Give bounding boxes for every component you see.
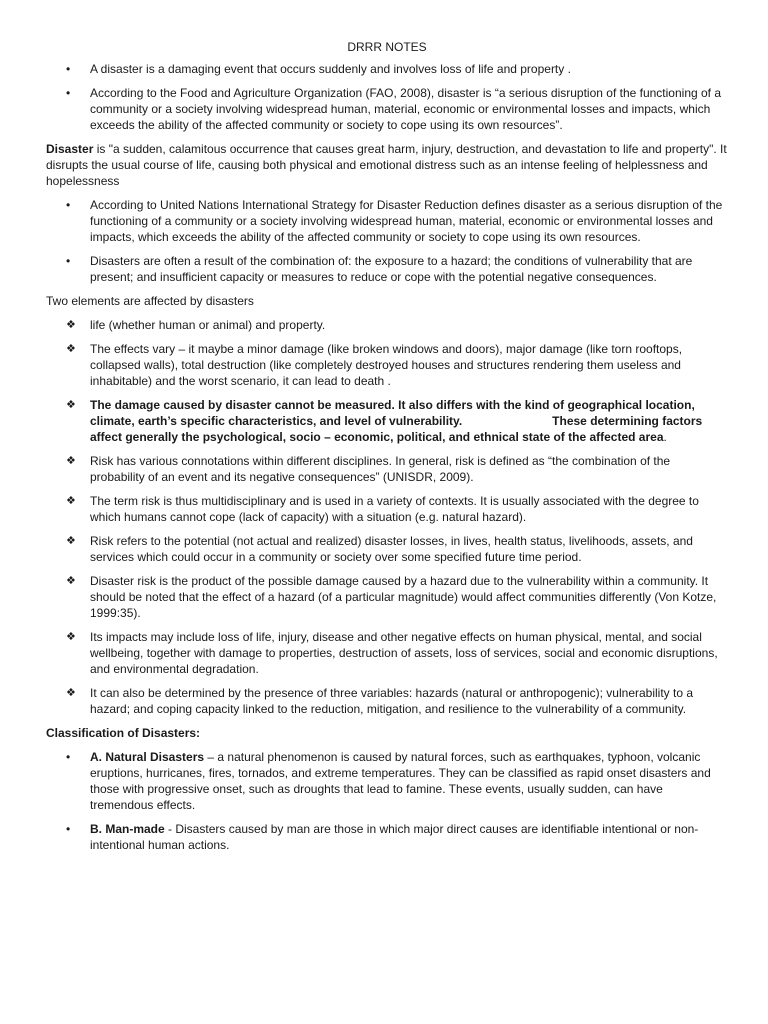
diamond-bullet-icon: ❖: [66, 495, 76, 507]
list-item: • A disaster is a damaging event that occurs suddenly and involves loss of life and property .: [66, 62, 571, 76]
list-item: • B. Man-made - Disasters caused by man are those in which major direct causes are identifiable intentional or non-intentional human actions.: [66, 822, 699, 852]
two-elements-heading: Two elements are affected by disasters: [46, 294, 254, 308]
diamond-bullet-icon: ❖: [66, 399, 76, 411]
diamond-bullet-icon: ❖: [66, 575, 76, 587]
list-item: • Disasters are often a result of the combination of: the exposure to a hazard; the conditions of vulnerability that are present; and insufficient capacity or measures to reduce or cope with the potential negative consequences.: [66, 254, 693, 284]
list-item: • A. Natural Disasters – a natural phenomenon is caused by natural forces, such as earthquakes, typhoon, volcanic eruptions, hurricanes, fires, tornados, and extreme temperatures. They can be classified as rapid onset disasters and those with progressive onset, such as droughts that lead to famine. These events, usually sudden, can have tremendous effects.: [66, 750, 711, 812]
list-item: ❖ It can also be determined by the presence of three variables: hazards (natural or anthropogenic); vulnerability to a hazard; and coping capacity linked to the reduction, mitigation, and resilience to the vulnerability of a community.: [66, 686, 694, 716]
diamond-bullet-icon: ❖: [66, 455, 76, 467]
intro-bullet-list: [46, 61, 728, 133]
list-item: ❖ The effects vary – it maybe a minor damage (like broken windows and doors), major damage (like torn rooftops, collapsed walls), total destruction (like completely destroyed houses and structures rendering them useless and inhabitable) and the worst scenario, it can lead to death .: [66, 342, 683, 388]
bullet-icon: •: [66, 822, 71, 836]
list-item: ❖ Disaster risk is the product of the possible damage caused by a hazard due to the vulnerability within a community. It should be noted that the effect of a hazard (of a particular magnitude) would affect communities differently (Von Kotze, 1999:35).: [66, 574, 717, 620]
bullet-icon: •: [66, 254, 71, 268]
bullet-icon: •: [66, 86, 71, 100]
list-item: • According to United Nations International Strategy for Disaster Reduction defines disaster as a serious disruption of the functioning of a community or a society involving widespread human, material, economic or environmental losses and impacts, which exceeds the ability of the affected community or society to cope using its own resources.: [66, 198, 723, 244]
bullet-icon: •: [66, 750, 71, 764]
classification-list: [46, 749, 728, 853]
diamond-bullet-icon: ❖: [66, 687, 76, 699]
list-item: ❖ The term risk is thus multidisciplinary and is used in a variety of contexts. It is usually associated with the degree to which humans cannot cope (lack of capacity) with a situation (e.g. natural hazard).: [66, 494, 699, 524]
diamond-bullet-icon: ❖: [66, 343, 76, 355]
definition-bullet-list: [46, 197, 728, 285]
disaster-definition: Disaster is "a sudden, calamitous occurrence that causes great harm, injury, destruction, and devastation to life and property". It disrupts the usual course of life, causing both physical and emotional distress such as an intense feeling of helplessness and hopelessness: [46, 142, 727, 188]
diamond-bullet-icon: ❖: [66, 535, 76, 547]
list-item: ❖ Risk refers to the potential (not actual and realized) disaster losses, in lives, health status, livelihoods, assets, and services which could occur in a community or society over some specified future time period.: [66, 534, 693, 564]
list-item: ❖ The damage caused by disaster cannot be measured. It also differs with the kind of geographical location, climate, earth’s specific characteristics, and level of vulnerability. These determining factors affect generally the psychological, socio – economic, political, and ethnical state of the affected area.: [66, 398, 703, 444]
list-item: ❖ life (whether human or animal) and property.: [66, 318, 326, 332]
page-title: DRRR NOTES: [347, 40, 427, 54]
list-item: ❖ Its impacts may include loss of life, injury, disease and other negative effects on human physical, mental, and social wellbeing, together with damage to properties, destruction of assets, loss of services, social and economic disruptions, and environmental degradation.: [66, 630, 718, 676]
classification-heading: Classification of Disasters:: [46, 726, 201, 740]
diamond-bullet-icon: ❖: [66, 631, 76, 643]
diamond-bullet-icon: ❖: [66, 319, 76, 331]
bullet-icon: •: [66, 62, 71, 76]
list-item: ❖ Risk has various connotations within different disciplines. In general, risk is defined as “the combination of the probability of an event and its negative consequences” (UNISDR, 2009).: [66, 454, 671, 484]
list-item: • According to the Food and Agriculture Organization (FAO, 2008), disaster is “a serious disruption of the functioning of a community or a society involving widespread human, material, economic or environmental losses and impacts, which exceeds the ability of the affected community or society to cope using its own resources”.: [66, 86, 722, 132]
diamond-bullet-list: [46, 317, 728, 717]
bullet-icon: •: [66, 198, 71, 212]
